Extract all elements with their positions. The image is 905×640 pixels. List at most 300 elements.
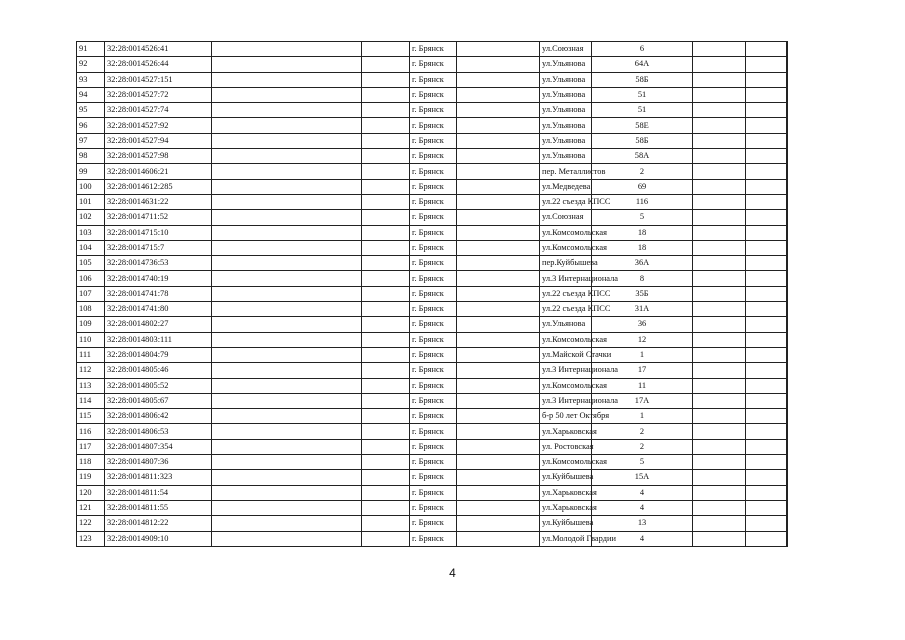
city-cell: г. Брянск [410, 194, 457, 209]
row-number-cell: 96 [77, 118, 105, 133]
empty-cell [457, 485, 540, 500]
table-row [77, 210, 788, 225]
empty-cell [362, 317, 410, 332]
empty-cell [212, 87, 362, 102]
empty-cell [787, 194, 788, 209]
house-number-cell: 13 [592, 516, 693, 531]
empty-cell [746, 424, 787, 439]
empty-cell [362, 179, 410, 194]
city-cell: г. Брянск [410, 118, 457, 133]
empty-cell [457, 363, 540, 378]
row-number-cell: 120 [77, 485, 105, 500]
empty-cell [362, 271, 410, 286]
empty-cell [693, 500, 746, 515]
empty-cell [787, 271, 788, 286]
empty-cell [212, 194, 362, 209]
street-cell: ул.Ульянова [540, 103, 592, 118]
empty-cell [212, 409, 362, 424]
empty-cell [787, 531, 788, 546]
empty-cell [457, 72, 540, 87]
row-number-cell: 105 [77, 256, 105, 271]
cadastral-number-cell: 32:28:0014527:74 [105, 103, 212, 118]
table-row [77, 393, 788, 408]
empty-cell [746, 317, 787, 332]
house-number-cell: 35Б [592, 286, 693, 301]
row-number-cell: 97 [77, 133, 105, 148]
house-number-cell: 58Е [592, 118, 693, 133]
empty-cell [746, 500, 787, 515]
empty-cell [787, 409, 788, 424]
register-table [76, 41, 788, 547]
empty-cell [693, 409, 746, 424]
empty-cell [212, 133, 362, 148]
house-number-cell: 58Б [592, 133, 693, 148]
row-number-cell: 115 [77, 409, 105, 424]
empty-cell [212, 103, 362, 118]
house-number-cell: 17А [592, 393, 693, 408]
house-number-cell: 8 [592, 271, 693, 286]
page-number: 4 [449, 566, 456, 580]
table-row [77, 87, 788, 102]
empty-cell [362, 42, 410, 57]
city-cell: г. Брянск [410, 516, 457, 531]
table-row [77, 332, 788, 347]
row-number-cell: 108 [77, 302, 105, 317]
empty-cell [362, 118, 410, 133]
cadastral-number-cell: 32:28:0014803:111 [105, 332, 212, 347]
empty-cell [362, 72, 410, 87]
empty-cell [212, 225, 362, 240]
empty-cell [787, 363, 788, 378]
empty-cell [746, 439, 787, 454]
empty-cell [457, 57, 540, 72]
empty-cell [457, 302, 540, 317]
empty-cell [362, 409, 410, 424]
house-number-cell: 12 [592, 332, 693, 347]
row-number-cell: 112 [77, 363, 105, 378]
street-cell: ул.Харьковская [540, 424, 592, 439]
city-cell: г. Брянск [410, 149, 457, 164]
cadastral-number-cell: 32:28:0014804:79 [105, 347, 212, 362]
cadastral-number-cell: 32:28:0014805:46 [105, 363, 212, 378]
table-row [77, 317, 788, 332]
row-number-cell: 103 [77, 225, 105, 240]
empty-cell [693, 42, 746, 57]
table-row [77, 500, 788, 515]
empty-cell [787, 500, 788, 515]
empty-cell [457, 256, 540, 271]
empty-cell [212, 42, 362, 57]
row-number-cell: 98 [77, 149, 105, 164]
empty-cell [693, 439, 746, 454]
city-cell: г. Брянск [410, 240, 457, 255]
house-number-cell: 36 [592, 317, 693, 332]
empty-cell [746, 516, 787, 531]
street-cell: ул. Ростовская [540, 439, 592, 454]
empty-cell [693, 103, 746, 118]
cadastral-number-cell: 32:28:0014806:53 [105, 424, 212, 439]
empty-cell [746, 103, 787, 118]
city-cell: г. Брянск [410, 164, 457, 179]
empty-cell [362, 210, 410, 225]
row-number-cell: 114 [77, 393, 105, 408]
empty-cell [787, 133, 788, 148]
empty-cell [362, 439, 410, 454]
empty-cell [457, 531, 540, 546]
cadastral-number-cell: 32:28:0014812:22 [105, 516, 212, 531]
house-number-cell: 51 [592, 87, 693, 102]
empty-cell [693, 393, 746, 408]
cadastral-number-cell: 32:28:0014711:52 [105, 210, 212, 225]
city-cell: г. Брянск [410, 317, 457, 332]
house-number-cell: 17 [592, 363, 693, 378]
table-row [77, 225, 788, 240]
row-number-cell: 99 [77, 164, 105, 179]
empty-cell [787, 485, 788, 500]
empty-cell [787, 164, 788, 179]
empty-cell [693, 256, 746, 271]
street-cell: ул.22 съезда КПСС [540, 286, 592, 301]
cadastral-number-cell: 32:28:0014527:94 [105, 133, 212, 148]
city-cell: г. Брянск [410, 179, 457, 194]
city-cell: г. Брянск [410, 103, 457, 118]
empty-cell [457, 225, 540, 240]
empty-cell [457, 409, 540, 424]
empty-cell [362, 164, 410, 179]
empty-cell [787, 317, 788, 332]
row-number-cell: 111 [77, 347, 105, 362]
empty-cell [746, 240, 787, 255]
empty-cell [362, 393, 410, 408]
empty-cell [693, 516, 746, 531]
empty-cell [457, 240, 540, 255]
table-row [77, 409, 788, 424]
empty-cell [212, 531, 362, 546]
cadastral-number-cell: 32:28:0014612:285 [105, 179, 212, 194]
empty-cell [457, 347, 540, 362]
house-number-cell: 64А [592, 57, 693, 72]
cadastral-number-cell: 32:28:0014805:67 [105, 393, 212, 408]
empty-cell [212, 347, 362, 362]
empty-cell [693, 302, 746, 317]
empty-cell [362, 347, 410, 362]
house-number-cell: 5 [592, 455, 693, 470]
empty-cell [787, 225, 788, 240]
table-row [77, 240, 788, 255]
empty-cell [746, 347, 787, 362]
city-cell: г. Брянск [410, 225, 457, 240]
empty-cell [787, 103, 788, 118]
house-number-cell: 69 [592, 179, 693, 194]
row-number-cell: 92 [77, 57, 105, 72]
empty-cell [693, 378, 746, 393]
empty-cell [457, 500, 540, 515]
empty-cell [693, 286, 746, 301]
street-cell: ул.Медведева [540, 179, 592, 194]
row-number-cell: 118 [77, 455, 105, 470]
empty-cell [362, 194, 410, 209]
cadastral-number-cell: 32:28:0014740:19 [105, 271, 212, 286]
empty-cell [212, 363, 362, 378]
cadastral-number-cell: 32:28:0014526:41 [105, 42, 212, 57]
empty-cell [457, 439, 540, 454]
cadastral-number-cell: 32:28:0014736:53 [105, 256, 212, 271]
city-cell: г. Брянск [410, 439, 457, 454]
empty-cell [212, 516, 362, 531]
street-cell: ул.3 Интернационала [540, 271, 592, 286]
house-number-cell: 116 [592, 194, 693, 209]
empty-cell [746, 149, 787, 164]
empty-cell [787, 439, 788, 454]
city-cell: г. Брянск [410, 72, 457, 87]
house-number-cell: 6 [592, 42, 693, 57]
empty-cell [693, 72, 746, 87]
empty-cell [362, 332, 410, 347]
street-cell: ул.Союзная [540, 210, 592, 225]
empty-cell [787, 455, 788, 470]
empty-cell [362, 500, 410, 515]
empty-cell [693, 424, 746, 439]
empty-cell [362, 149, 410, 164]
cadastral-number-cell: 32:28:0014807:354 [105, 439, 212, 454]
street-cell: ул.Ульянова [540, 72, 592, 87]
street-cell: ул.3 Интернационала [540, 363, 592, 378]
house-number-cell: 11 [592, 378, 693, 393]
empty-cell [746, 42, 787, 57]
city-cell: г. Брянск [410, 470, 457, 485]
table-row [77, 103, 788, 118]
cadastral-number-cell: 32:28:0014527:98 [105, 149, 212, 164]
empty-cell [212, 500, 362, 515]
empty-cell [212, 271, 362, 286]
empty-cell [693, 485, 746, 500]
empty-cell [787, 516, 788, 531]
house-number-cell: 58А [592, 149, 693, 164]
empty-cell [787, 87, 788, 102]
street-cell: ул.Ульянова [540, 87, 592, 102]
empty-cell [362, 133, 410, 148]
empty-cell [362, 378, 410, 393]
cadastral-number-cell: 32:28:0014527:151 [105, 72, 212, 87]
empty-cell [457, 103, 540, 118]
row-number-cell: 122 [77, 516, 105, 531]
house-number-cell: 18 [592, 225, 693, 240]
empty-cell [457, 286, 540, 301]
empty-cell [457, 470, 540, 485]
street-cell: ул.Куйбышева [540, 516, 592, 531]
empty-cell [212, 302, 362, 317]
house-number-cell: 4 [592, 485, 693, 500]
empty-cell [457, 424, 540, 439]
row-number-cell: 109 [77, 317, 105, 332]
empty-cell [787, 393, 788, 408]
empty-cell [693, 210, 746, 225]
register-body [77, 42, 788, 547]
table-row [77, 455, 788, 470]
empty-cell [212, 485, 362, 500]
empty-cell [212, 72, 362, 87]
house-number-cell: 4 [592, 531, 693, 546]
street-cell: ул.Харьковская [540, 485, 592, 500]
city-cell: г. Брянск [410, 332, 457, 347]
cadastral-number-cell: 32:28:0014807:36 [105, 455, 212, 470]
empty-cell [362, 531, 410, 546]
house-number-cell: 36А [592, 256, 693, 271]
house-number-cell: 1 [592, 409, 693, 424]
table-row [77, 302, 788, 317]
cadastral-number-cell: 32:28:0014811:54 [105, 485, 212, 500]
house-number-cell: 51 [592, 103, 693, 118]
empty-cell [787, 179, 788, 194]
empty-cell [746, 302, 787, 317]
cadastral-number-cell: 32:28:0014526:44 [105, 57, 212, 72]
city-cell: г. Брянск [410, 42, 457, 57]
empty-cell [693, 332, 746, 347]
empty-cell [362, 470, 410, 485]
empty-cell [362, 57, 410, 72]
empty-cell [746, 332, 787, 347]
row-number-cell: 107 [77, 286, 105, 301]
city-cell: г. Брянск [410, 302, 457, 317]
empty-cell [457, 516, 540, 531]
empty-cell [457, 210, 540, 225]
table-row [77, 57, 788, 72]
empty-cell [457, 455, 540, 470]
empty-cell [693, 194, 746, 209]
street-cell: ул.Майской Стачки [540, 347, 592, 362]
empty-cell [787, 240, 788, 255]
house-number-cell: 2 [592, 439, 693, 454]
empty-cell [746, 225, 787, 240]
empty-cell [457, 378, 540, 393]
empty-cell [746, 72, 787, 87]
city-cell: г. Брянск [410, 286, 457, 301]
empty-cell [457, 271, 540, 286]
empty-cell [693, 470, 746, 485]
row-number-cell: 116 [77, 424, 105, 439]
row-number-cell: 102 [77, 210, 105, 225]
table-row [77, 286, 788, 301]
city-cell: г. Брянск [410, 393, 457, 408]
empty-cell [746, 409, 787, 424]
table-row [77, 439, 788, 454]
empty-cell [362, 256, 410, 271]
table-row [77, 118, 788, 133]
empty-cell [457, 164, 540, 179]
table-row [77, 347, 788, 362]
table-row [77, 485, 788, 500]
empty-cell [746, 485, 787, 500]
street-cell: пер. Металлистов [540, 164, 592, 179]
city-cell: г. Брянск [410, 455, 457, 470]
cadastral-number-cell: 32:28:0014909:10 [105, 531, 212, 546]
empty-cell [693, 179, 746, 194]
empty-cell [693, 271, 746, 286]
table-row [77, 72, 788, 87]
house-number-cell: 1 [592, 347, 693, 362]
empty-cell [787, 332, 788, 347]
house-number-cell: 31А [592, 302, 693, 317]
empty-cell [693, 164, 746, 179]
empty-cell [787, 424, 788, 439]
cadastral-number-cell: 32:28:0014527:72 [105, 87, 212, 102]
empty-cell [457, 393, 540, 408]
empty-cell [746, 286, 787, 301]
empty-cell [212, 179, 362, 194]
empty-cell [746, 378, 787, 393]
street-cell: ул.Ульянова [540, 57, 592, 72]
street-cell: ул.Харьковская [540, 500, 592, 515]
empty-cell [212, 332, 362, 347]
empty-cell [362, 485, 410, 500]
empty-cell [693, 118, 746, 133]
table-row [77, 133, 788, 148]
street-cell: ул.Молодой Гвардии [540, 531, 592, 546]
city-cell: г. Брянск [410, 531, 457, 546]
row-number-cell: 110 [77, 332, 105, 347]
house-number-cell: 5 [592, 210, 693, 225]
empty-cell [457, 194, 540, 209]
street-cell: пер.Куйбышева [540, 256, 592, 271]
empty-cell [212, 57, 362, 72]
row-number-cell: 91 [77, 42, 105, 57]
empty-cell [362, 87, 410, 102]
empty-cell [787, 57, 788, 72]
empty-cell [362, 302, 410, 317]
empty-cell [787, 256, 788, 271]
empty-cell [693, 363, 746, 378]
empty-cell [787, 149, 788, 164]
table-row [77, 42, 788, 57]
empty-cell [746, 271, 787, 286]
empty-cell [457, 133, 540, 148]
city-cell: г. Брянск [410, 378, 457, 393]
street-cell: ул.22 съезда КПСС [540, 302, 592, 317]
empty-cell [787, 210, 788, 225]
street-cell: ул.Союзная [540, 42, 592, 57]
house-number-cell: 4 [592, 500, 693, 515]
cadastral-number-cell: 32:28:0014741:78 [105, 286, 212, 301]
empty-cell [362, 363, 410, 378]
city-cell: г. Брянск [410, 500, 457, 515]
row-number-cell: 93 [77, 72, 105, 87]
cadastral-number-cell: 32:28:0014805:52 [105, 378, 212, 393]
house-number-cell: 58Б [592, 72, 693, 87]
empty-cell [212, 317, 362, 332]
city-cell: г. Брянск [410, 363, 457, 378]
empty-cell [212, 118, 362, 133]
empty-cell [693, 240, 746, 255]
empty-cell [212, 240, 362, 255]
empty-cell [746, 531, 787, 546]
row-number-cell: 123 [77, 531, 105, 546]
empty-cell [746, 179, 787, 194]
street-cell: ул.Комсомольская [540, 332, 592, 347]
row-number-cell: 119 [77, 470, 105, 485]
empty-cell [746, 393, 787, 408]
table-row [77, 531, 788, 546]
empty-cell [787, 347, 788, 362]
cadastral-number-cell: 32:28:0014715:7 [105, 240, 212, 255]
table-row [77, 424, 788, 439]
street-cell: ул.Комсомольская [540, 240, 592, 255]
row-number-cell: 113 [77, 378, 105, 393]
city-cell: г. Брянск [410, 133, 457, 148]
empty-cell [693, 455, 746, 470]
empty-cell [212, 424, 362, 439]
empty-cell [746, 210, 787, 225]
empty-cell [787, 72, 788, 87]
